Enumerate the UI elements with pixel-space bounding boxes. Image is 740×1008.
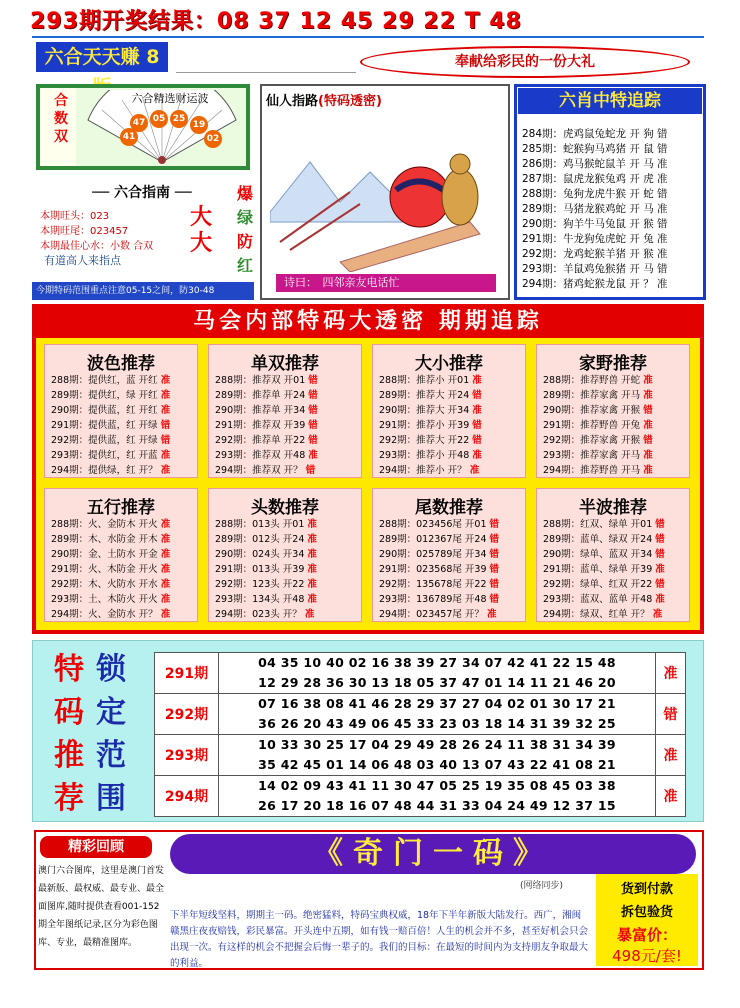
card-title: 波色推荐 [87, 354, 155, 374]
side-word: 红 [236, 256, 253, 275]
list-item: 284期：虎鸡鼠兔蛇龙 开 狗 错 [522, 128, 668, 140]
row-result: 错 [489, 549, 500, 560]
row-result: 准 [472, 450, 482, 461]
row-text: 293期：蓝双、蓝单 开48 [543, 594, 653, 605]
row-text: 288期：013头 开01 [215, 519, 305, 530]
list-item [209, 562, 361, 577]
lock-label-left [54, 648, 94, 820]
row-result: 准 [160, 534, 171, 545]
row-text: 294期：提供绿，红 开？ [51, 465, 158, 476]
row-result: 准 [160, 609, 171, 620]
numbers-line: 04 35 10 40 02 16 38 39 27 34 07 42 41 22 15 48 [258, 655, 616, 670]
recommend-card [44, 344, 198, 478]
row-text: 291期：提供蓝，红 开绿 [51, 420, 158, 431]
review-title: 精彩回顾 [40, 836, 152, 858]
list-item [537, 532, 689, 547]
numbers-cell [219, 694, 656, 735]
row-text: 292期：绿单、红双 开22 [543, 579, 653, 590]
list-item [373, 562, 525, 577]
row-text: 292期：推荐单 开22 [215, 435, 306, 446]
result-cell: 准 [656, 735, 686, 776]
list-item [45, 388, 197, 403]
recommend-card [536, 488, 690, 622]
period-cell: 292期 [155, 694, 219, 735]
row-result: 错 [308, 405, 318, 416]
row-text: 290期：推荐单 开34 [215, 405, 306, 416]
row-result: 错 [160, 420, 171, 431]
list-item [209, 517, 361, 532]
list-item [45, 373, 197, 388]
row-result: 准 [308, 450, 318, 461]
row-result: 准 [160, 390, 171, 401]
list-item [209, 592, 361, 607]
row-text: 288期：提供红，蓝 开红 [51, 375, 158, 386]
recommend-card [208, 344, 362, 478]
result-cell: 准 [656, 653, 686, 694]
list-item [537, 577, 689, 592]
fan-ball: 05 [150, 110, 168, 128]
row-result: 准 [643, 450, 653, 461]
numbers-line: 12 29 28 36 30 13 18 05 37 47 01 14 11 21 46 20 [258, 675, 616, 690]
row-text: 289期：木、水防金 开木 [51, 534, 158, 545]
row-result: 准 [307, 534, 317, 545]
row-result: 错 [643, 435, 653, 446]
row-result: 准 [160, 594, 171, 605]
row-result: 准 [160, 579, 171, 590]
row-text: 292期：提供蓝，红 开绿 [51, 435, 158, 446]
lock-label-right [96, 648, 136, 820]
row-result: 错 [655, 519, 665, 530]
fan-ball: 41 [120, 128, 138, 146]
bear-ball-illustration [270, 112, 502, 272]
table-row [155, 653, 686, 694]
row-text: 288期：推荐双 开01 [215, 375, 306, 386]
card-title: 单双推荐 [251, 354, 319, 374]
xianren-subtitle: (特码透密) [318, 94, 382, 109]
row-text: 289期：蓝单、绿双 开24 [543, 534, 653, 545]
row-text: 292期：木、火防水 开水 [51, 579, 158, 590]
table-row [155, 694, 686, 735]
list-item [209, 607, 361, 622]
row-result: 错 [489, 534, 500, 545]
row-text: 292期：123头 开22 [215, 579, 305, 590]
six-zodiac-title: 六肖中特追踪 [518, 88, 702, 114]
table-row [155, 735, 686, 776]
row-text: 291期：013头 开39 [215, 564, 305, 575]
row-text: 293期：136789尾 开48 [379, 594, 487, 605]
side-words [234, 182, 256, 278]
row-text: 289期：推荐家禽 开马 [543, 390, 641, 401]
card-title: 尾数推荐 [415, 498, 483, 518]
list-item [209, 433, 361, 448]
list-item [45, 577, 197, 592]
lock-char: 荐 [54, 781, 84, 816]
row-result: 错 [655, 534, 665, 545]
row-result: 准 [655, 594, 665, 605]
lock-char: 范 [96, 738, 126, 773]
row-result: 准 [160, 564, 171, 575]
list-item [45, 463, 197, 478]
row-text: 294期：推荐双 开？ [215, 465, 303, 476]
list-item: 288期：兔狗龙虎牛猴 开 蛇 错 [522, 188, 668, 200]
row-text: 289期：012367尾 开24 [379, 534, 487, 545]
row-text: 291期：推荐双 开39 [215, 420, 306, 431]
guide-note: 有道高人来指点 [44, 254, 121, 267]
row-result: 错 [489, 519, 500, 530]
row-result: 准 [160, 375, 171, 386]
guide-title: ── 六合指南 ── [92, 185, 192, 201]
fan-ball: 47 [130, 114, 148, 132]
lock-char: 围 [96, 781, 126, 816]
list-item [45, 547, 197, 562]
row-result: 错 [655, 579, 665, 590]
list-item [373, 448, 525, 463]
row-result: 准 [643, 420, 653, 431]
price-value: 498元/套! [612, 947, 682, 965]
recommend-card [536, 344, 690, 478]
list-item [373, 547, 525, 562]
poem-text: 四邻亲友电话忙 [322, 276, 400, 289]
card-title: 半波推荐 [579, 498, 647, 518]
poem-label: 诗曰： [284, 276, 312, 289]
xianren-title-main: 仙人指路 [266, 94, 319, 109]
row-text: 294期：023头 开？ [215, 609, 302, 620]
row-result: 错 [472, 435, 482, 446]
list-item [537, 373, 689, 388]
row-result: 错 [160, 435, 171, 446]
result-cell: 准 [656, 776, 686, 817]
row-result: 准 [160, 465, 171, 476]
row-result: 准 [160, 405, 171, 416]
row-result: 错 [489, 594, 500, 605]
list-item: 293期：羊鼠鸡兔猴猪 开 马 错 [522, 263, 668, 275]
row-text: 288期：推荐野兽 开蛇 [543, 375, 641, 386]
list-item: 290期：狗羊牛马兔鼠 开 猴 错 [522, 218, 668, 230]
list-item: 289期：马猪龙猴鸡蛇 开 马 准 [522, 203, 668, 215]
list-item [209, 418, 361, 433]
row-text: 293期：推荐小 开48 [379, 450, 470, 461]
fan-title: 六合精选财运波 [131, 92, 209, 105]
recommend-card [208, 488, 362, 622]
row-text: 290期：024头 开34 [215, 549, 305, 560]
list-item [209, 532, 361, 547]
list-item [209, 373, 361, 388]
row-text: 294期：火、金防水 开？ [51, 609, 158, 620]
list-item [373, 532, 525, 547]
period-cell: 294期 [155, 776, 219, 817]
row-result: 准 [643, 390, 653, 401]
numbers-line: 10 33 30 25 17 04 29 49 28 26 24 11 38 31 34 39 [258, 737, 616, 752]
list-item [45, 418, 197, 433]
lock-table [154, 652, 686, 817]
list-item [373, 517, 525, 532]
row-result: 错 [472, 420, 482, 431]
recommend-card [372, 344, 526, 478]
list-item: 286期：鸡马猴蛇鼠羊 开 马 准 [522, 158, 668, 170]
list-item [537, 463, 689, 478]
row-text: 294期：绿双、红单 开？ [543, 609, 650, 620]
guide-line: 本期旺尾：023457 [40, 226, 129, 237]
list-item [373, 373, 525, 388]
row-result: 错 [655, 549, 665, 560]
result-banner [0, 0, 740, 36]
list-item [45, 448, 197, 463]
list-item [537, 592, 689, 607]
row-result: 准 [160, 519, 171, 530]
list-item [373, 577, 525, 592]
row-result: 准 [486, 609, 497, 620]
poem-bar [276, 274, 496, 292]
period-cell: 293期 [155, 735, 219, 776]
row-text: 291期：023568尾 开39 [379, 564, 487, 575]
row-text: 291期：火、木防金 开火 [51, 564, 158, 575]
row-text: 293期：推荐双 开48 [215, 450, 306, 461]
row-text: 291期：蓝单、绿单 开39 [543, 564, 653, 575]
lock-char: 定 [96, 695, 126, 730]
list-item [537, 388, 689, 403]
row-text: 288期：推荐小 开01 [379, 375, 470, 386]
list-item [45, 403, 197, 418]
price-box [596, 874, 698, 966]
network-note: (网络同步) [520, 881, 564, 891]
promo-text: 下半年短线坚料，期期主一码。绝密猛料，特码宝典权威，18年下半年新版大陆发行。西广，湘闽赣黑庄夜夜赔钱，彩民暴富。开头连中五期，如有钱一赔百倍！人生的机会并不多，甚至好机会只会出现一次。有这样的机会不把握会后悔一辈子的。我们的目标：在最短的时间内为支持朋友争取最大的利益。 [170, 910, 589, 969]
list-item: 287期：鼠虎龙猴兔鸡 开 虎 准 [522, 173, 668, 185]
guide-title-text: 六合指南 [114, 185, 170, 201]
list-item [537, 562, 689, 577]
row-text: 294期：023457尾 开？ [379, 609, 484, 620]
row-result: 错 [489, 579, 500, 590]
list-item [45, 532, 197, 547]
row-text: 291期：推荐野兽 开兔 [543, 420, 641, 431]
guide-line: 本期旺头：023 [40, 211, 110, 222]
numbers-line: 07 16 38 08 41 46 28 29 37 27 04 02 01 30 17 21 [258, 696, 616, 711]
row-result: 准 [160, 450, 171, 461]
recommend-card [372, 488, 526, 622]
row-text: 293期：土、木防火 开火 [51, 594, 158, 605]
row-text: 292期：推荐家禽 开猴 [543, 435, 641, 446]
row-text: 293期：推荐家禽 开马 [543, 450, 641, 461]
row-text: 290期：推荐大 开34 [379, 405, 470, 416]
row-result: 准 [304, 609, 315, 620]
row-text: 292期：推荐大 开22 [379, 435, 470, 446]
divider [32, 36, 704, 38]
price-line: 拆包验货 [620, 905, 673, 920]
list-item [45, 517, 197, 532]
fan-ball: 02 [204, 130, 222, 148]
row-text: 291期：推荐小 开39 [379, 420, 470, 431]
lock-char: 锁 [96, 652, 126, 687]
review-text: 澳门六合图库，这里是澳门首发最新版、最权威、最专业、最全面图库,随时提供查看001-152期全年图纸记录,区分为彩色图库、专业，最精准图库。 [38, 866, 165, 948]
row-text: 288期：红双、绿单 开01 [543, 519, 653, 530]
list-item [373, 607, 525, 622]
row-result: 准 [472, 375, 482, 386]
list-item [373, 433, 525, 448]
list-item: 292期：龙鸡蛇猴羊猪 开 猴 准 [522, 248, 668, 260]
inside-section-title: 马会内部特码大透密 期期追踪 [193, 308, 543, 334]
row-result: 错 [305, 465, 316, 476]
row-result: 错 [308, 390, 318, 401]
card-title: 头数推荐 [251, 498, 319, 518]
list-item [209, 547, 361, 562]
numbers-line: 26 17 20 18 16 07 48 44 31 33 04 24 49 12 37 15 [258, 798, 616, 813]
row-text: 288期：023456尾 开01 [379, 519, 487, 530]
numbers-line: 35 42 45 01 14 06 48 03 40 13 07 43 22 41 08 21 [258, 757, 616, 772]
row-text: 293期：提供红，红 开蓝 [51, 450, 158, 461]
fan-ball: 25 [170, 110, 188, 128]
row-text: 290期：推荐家禽 开猴 [543, 405, 641, 416]
divider [176, 72, 356, 73]
card-title: 家野推荐 [579, 354, 647, 374]
row-text: 290期：金、土防水 开金 [51, 549, 158, 560]
list-item [45, 607, 197, 622]
row-text: 290期：提供蓝，红 开红 [51, 405, 158, 416]
list-item [209, 388, 361, 403]
row-result: 错 [489, 564, 500, 575]
list-item [537, 607, 689, 622]
row-result: 准 [655, 564, 665, 575]
list-item [209, 448, 361, 463]
row-result: 准 [307, 549, 317, 560]
numbers-line: 36 26 20 43 49 06 45 33 23 03 18 14 31 39 32 25 [258, 716, 616, 731]
row-text: 289期：推荐单 开24 [215, 390, 306, 401]
fan-ball: 19 [190, 116, 208, 134]
qimen-banner: 《奇门一码》 [170, 834, 696, 874]
list-item [537, 448, 689, 463]
slogan: 奉献给彩民的一份大礼 [360, 46, 690, 78]
row-result: 错 [308, 435, 318, 446]
list-item [537, 547, 689, 562]
list-item [373, 388, 525, 403]
row-result: 错 [472, 390, 482, 401]
row-text: 292期：135678尾 开22 [379, 579, 487, 590]
list-item [373, 463, 525, 478]
guide-line: 本期最佳心水：小数 合双 [40, 241, 154, 252]
numbers-cell [219, 653, 656, 694]
brand-label: 六合天天赚 8 [36, 42, 168, 72]
row-text: 293期：134头 开48 [215, 594, 305, 605]
list-item [373, 418, 525, 433]
row-result: 准 [307, 564, 317, 575]
row-result: 准 [472, 405, 482, 416]
row-text: 290期：025789尾 开34 [379, 549, 487, 560]
list-item [45, 562, 197, 577]
result-text: 293期开奖结果：08 37 12 45 29 22 T 48 [30, 9, 522, 34]
list-item [373, 403, 525, 418]
da-mark: 大 大 [190, 205, 213, 256]
row-result: 准 [643, 375, 653, 386]
numbers-line: 14 02 09 43 41 11 30 47 05 25 19 35 08 45 03 38 [258, 778, 616, 793]
fan-label: 合数双 [54, 93, 68, 145]
row-result: 准 [307, 519, 317, 530]
row-result: 错 [308, 420, 318, 431]
table-row [155, 776, 686, 817]
card-title: 五行推荐 [87, 498, 155, 518]
numbers-cell [219, 776, 656, 817]
list-item: 294期：猪鸡蛇猴龙鼠 开 ？ 准 [522, 278, 668, 290]
result-cell: 错 [656, 694, 686, 735]
list-item [45, 592, 197, 607]
xianren-title [266, 90, 382, 109]
row-text: 290期：绿单、蓝双 开34 [543, 549, 653, 560]
row-result: 错 [308, 375, 318, 386]
lock-char: 特 [54, 652, 84, 687]
list-item [209, 577, 361, 592]
card-title: 大小推荐 [415, 354, 483, 374]
list-item [537, 418, 689, 433]
list-item: 285期：蛇猴狗马鸡猪 开 鼠 错 [522, 143, 668, 155]
list-item [373, 592, 525, 607]
row-text: 289期：提供红，绿 开红 [51, 390, 158, 401]
row-result: 准 [652, 609, 663, 620]
side-word: 绿 [236, 208, 253, 227]
range-strip: 今期特码范围重点注意05-15之间，防30-48 [32, 282, 254, 300]
numbers-cell [219, 735, 656, 776]
row-text: 289期：推荐大 开24 [379, 390, 470, 401]
row-result: 准 [307, 594, 317, 605]
list-item [45, 433, 197, 448]
lock-char: 推 [54, 738, 84, 773]
side-word: 防 [236, 232, 253, 251]
list-item [537, 433, 689, 448]
lock-char: 码 [54, 695, 84, 730]
row-result: 错 [643, 405, 653, 416]
row-result: 准 [643, 465, 653, 476]
recommend-card [44, 488, 198, 622]
row-result: 准 [307, 579, 317, 590]
list-item [209, 403, 361, 418]
list-item [537, 403, 689, 418]
side-word: 爆 [236, 184, 253, 203]
period-cell: 291期 [155, 653, 219, 694]
row-text: 294期：推荐小 开？ [379, 465, 467, 476]
list-item [209, 463, 361, 478]
list-item [537, 517, 689, 532]
row-text: 288期：火、金防木 开火 [51, 519, 158, 530]
row-result: 准 [469, 465, 480, 476]
list-item: 291期：牛龙狗兔虎蛇 开 兔 准 [522, 233, 668, 245]
row-text: 289期：012头 开24 [215, 534, 305, 545]
price-line: 货到付款 [620, 882, 673, 897]
price-label: 暴富价： [616, 926, 677, 944]
row-result: 准 [160, 549, 171, 560]
row-text: 294期：推荐野兽 开马 [543, 465, 641, 476]
